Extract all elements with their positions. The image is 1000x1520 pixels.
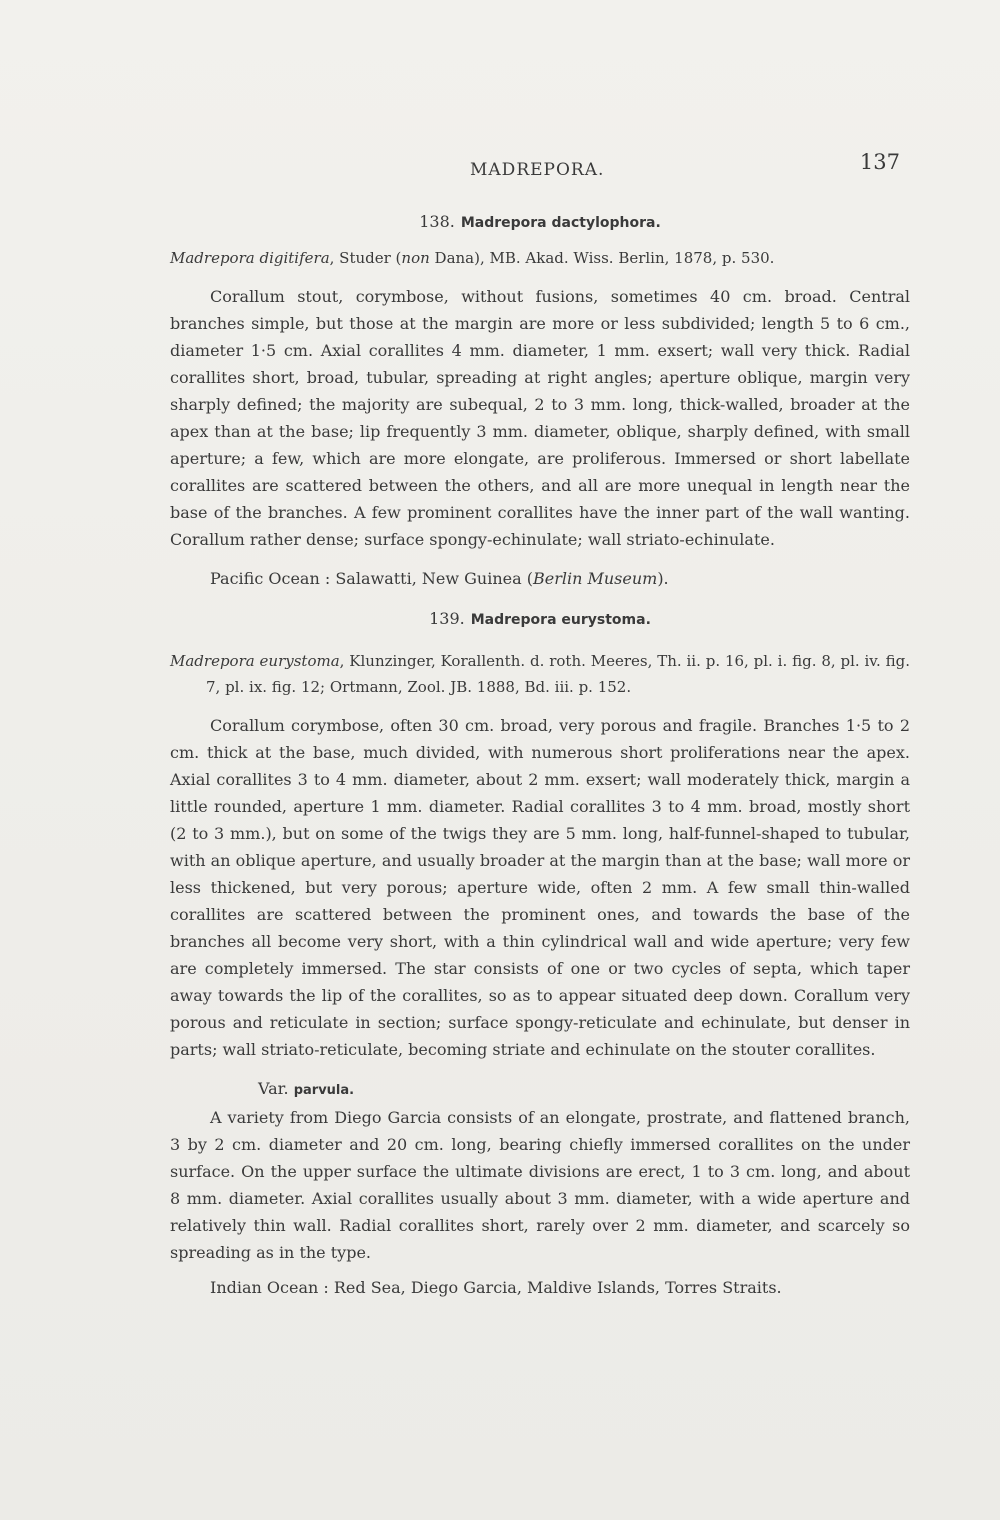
species-name: Madrepora dactylophora.	[460, 215, 661, 231]
entry-number: 138.	[419, 212, 455, 231]
locality-suffix: ).	[657, 569, 669, 588]
locality	[170, 565, 910, 592]
variety-prefix: Var.	[258, 1079, 289, 1098]
synonym-citation-rest: Dana), MB. Akad. Wiss. Berlin, 1878, p. 530.	[429, 249, 775, 267]
synonymy	[170, 245, 910, 271]
synonymy	[170, 648, 910, 700]
synonym-non: non	[401, 249, 430, 267]
locality: Indian Ocean : Red Sea, Diego Garcia, Maldive Islands, Torres Straits.	[210, 1278, 782, 1297]
page-number: 137	[859, 150, 900, 174]
synonym-citation: , Klunzinger, Korallenth. d. roth. Meeres, Th. ii. p. 16, pl. i. fig. 8, pl. iv. fig. 7, pl. ix. fig. 12; Ortmann, Zool. JB. 1888, Bd. iii. p. 152.	[206, 652, 910, 696]
entry-139	[170, 605, 910, 1301]
running-title: MADREPORA.	[470, 160, 605, 180]
synonym-name: Madrepora digitifera	[170, 249, 330, 267]
entry-heading	[170, 208, 910, 237]
description-paragraph: Corallum corymbose, often 30 cm. broad, very porous and fragile. Branches 1·5 to 2 cm. thick at the base, much divided, with numerous short proliferations near the apex. Axial corallites 3 to 4 mm. diameter, about 2 mm. exsert; wall moderately thick, margin a little rounded, aperture 1 mm. diameter. Radial corallites 3 to 4 mm. broad, mostly short (2 to 3 mm.), but on some of the twigs they are 5 mm. long, half-funnel-shaped to tubular, with an oblique aperture, and usually broader at the margin than at the base; wall more or less thickened, but very porous; aperture wide, often 2 mm. A few small thin-walled corallites are scattered between the prominent ones, and towards the base of the branches all become very short, with a thin cylindrical wall and wide aperture; very few are completely immersed. The star consists of one or two cycles of septa, which taper away towards the lip of the corallites, so as to appear situated deep down. Corallum very porous and reticulate in section; surface spongy-reticulate and echinulate, but denser in parts; wall striato-reticulate, becoming striate and echinulate on the stouter corallites.	[170, 716, 910, 1059]
synonym-citation: , Studer (	[329, 249, 402, 267]
variety-name: parvula.	[293, 1083, 355, 1098]
locality-museum: Berlin Museum	[532, 569, 658, 588]
variety-heading	[170, 1075, 910, 1104]
running-head	[170, 150, 910, 190]
entry-number: 139.	[429, 609, 465, 628]
locality-text: Pacific Ocean : Salawatti, New Guinea (	[210, 569, 533, 588]
description-paragraph: Corallum stout, corymbose, without fusions, sometimes 40 cm. broad. Central branches simple, but those at the margin are more or less subdivided; length 5 to 6 cm., diameter 1·5 cm. Axial corallites 4 mm. diameter, 1 mm. exsert; wall very thick. Radial corallites short, broad, tubular, spreading at right angles; aperture oblique, margin very sharply defined; the majority are subequal, 2 to 3 mm. long, thick-walled, broader at the apex than at the base; lip frequently 3 mm. diameter, oblique, sharply defined, with small aperture; a few, which are more elongate, are proliferous. Immersed or short labellate corallites are scattered between the others, and all are more unequal in length near the base of the branches. A few prominent corallites have the inner part of the wall wanting. Corallum rather dense; surface spongy-echinulate; wall striato-echinulate.	[170, 287, 910, 549]
synonym-name: Madrepora eurystoma	[170, 652, 340, 670]
species-name: Madrepora eurystoma.	[470, 612, 651, 628]
entry-heading	[170, 605, 910, 634]
variety-description: A variety from Diego Garcia consists of an elongate, prostrate, and flattened branch, 3 by 2 cm. diameter and 20 cm. long, bearing chiefly immersed corallites on the under surface. On the upper surface the ultimate divisions are erect, 1 to 3 cm. long, and about 8 mm. diameter. Axial corallites usually about 3 mm. diameter, with a wide aperture and relatively thin wall. Radial corallites short, rarely over 2 mm. diameter, and scarcely so spreading as in the type.	[170, 1108, 910, 1262]
entry-138	[170, 208, 910, 592]
